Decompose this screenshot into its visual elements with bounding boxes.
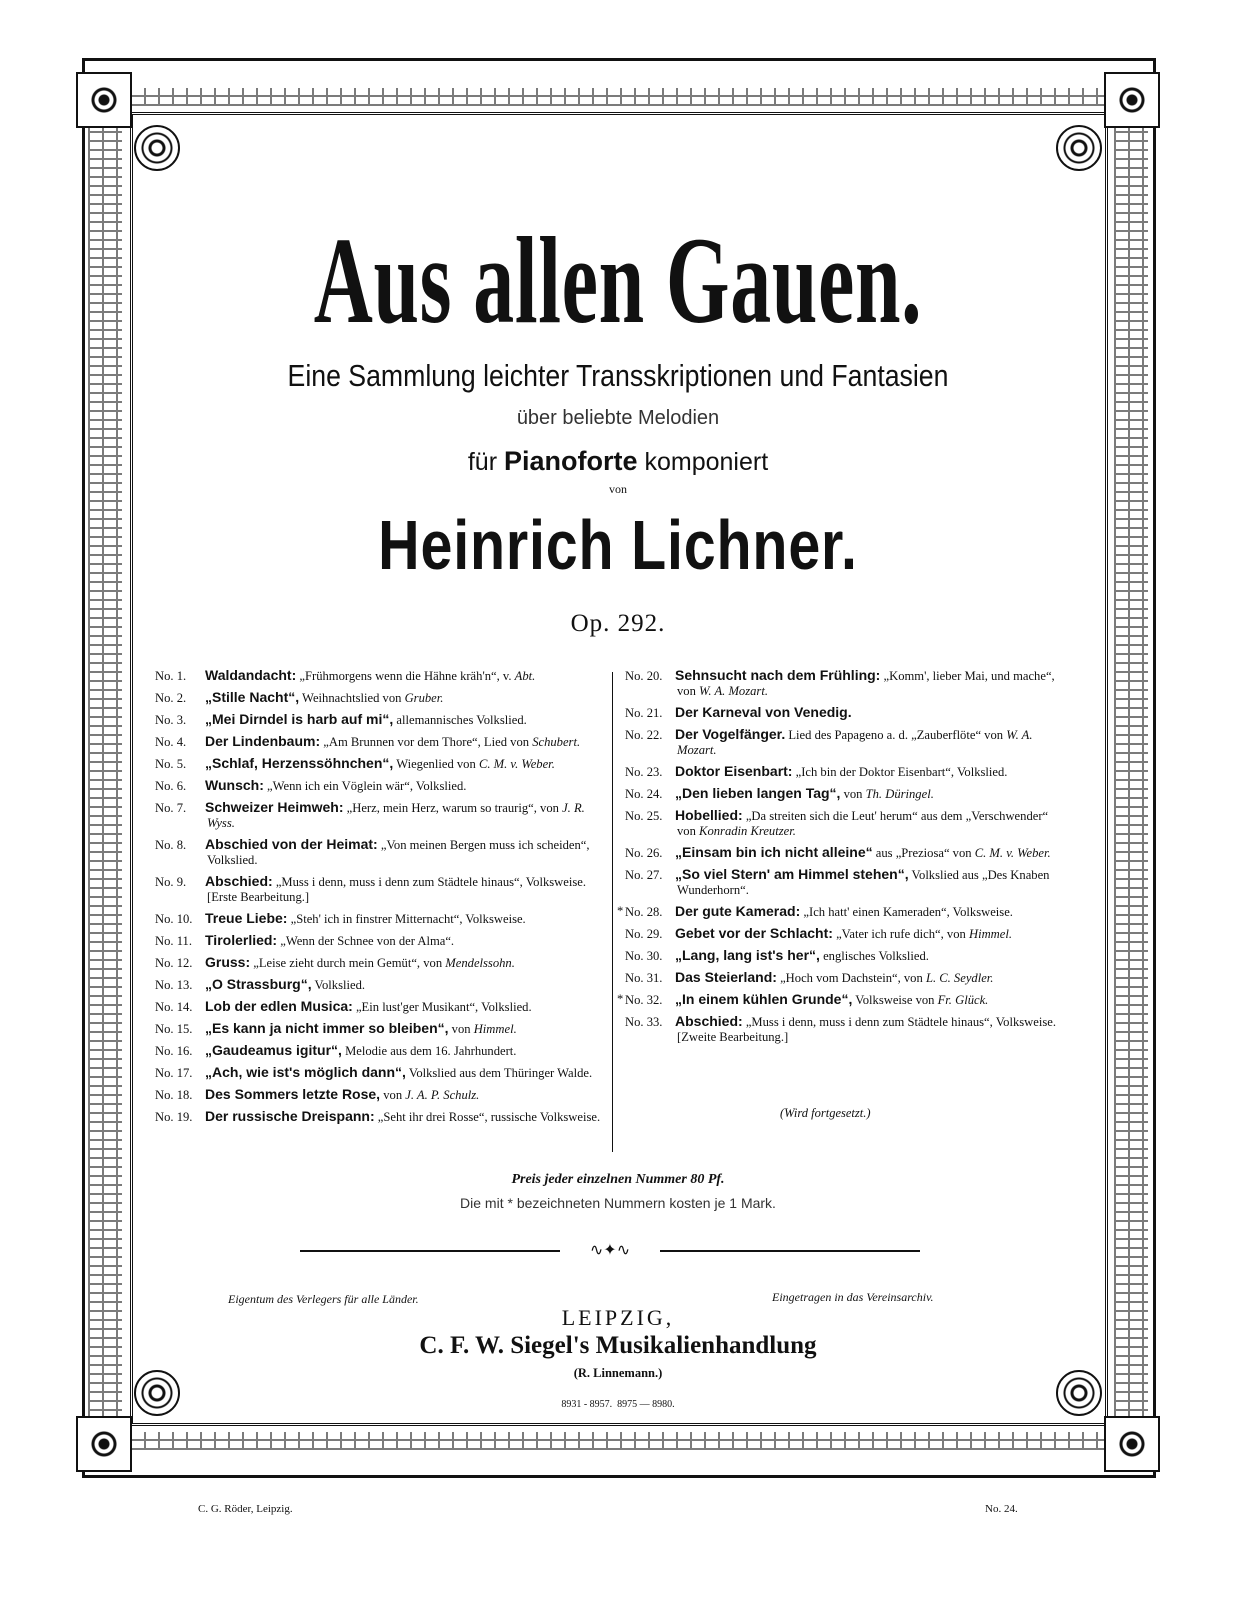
item-title: „Den lieben langen Tag“, — [675, 785, 841, 801]
item-text: allemannisches Volkslied. — [393, 713, 527, 727]
item-text: Melodie aus dem 16. Jahrhundert. — [341, 1044, 517, 1058]
list-item — [625, 845, 1065, 861]
item-number: No. 20. — [625, 669, 663, 683]
instrument-name: Pianoforte — [504, 446, 638, 476]
list-item — [625, 867, 1065, 898]
rosette-icon — [134, 125, 180, 171]
item-title: Wunsch: — [205, 777, 264, 793]
item-author: Fr. Glück. — [937, 993, 989, 1007]
list-item — [625, 808, 1065, 839]
list-item — [155, 955, 603, 971]
item-author: Konradin Kreutzer. — [699, 824, 796, 838]
contents-right-column — [617, 667, 1065, 1051]
item-number: No. 30. — [625, 949, 663, 963]
list-item — [155, 800, 603, 831]
item-title: „Gaudeamus igitur“, — [205, 1042, 342, 1058]
instrument-post: komponiert — [644, 448, 769, 476]
item-number: No. 22. — [625, 728, 663, 742]
von-label: von — [609, 482, 627, 496]
price-note: Die mit * bezeichneten Nummern kosten je 1 Mark. — [460, 1195, 776, 1211]
item-number: No. 19. — [155, 1110, 193, 1124]
item-number: No. 29. — [625, 927, 663, 941]
item-title: Abschied: — [205, 873, 273, 889]
item-title: Der Vogelfänger. — [675, 726, 786, 742]
item-text: Wiegenlied von — [393, 757, 479, 771]
list-item — [625, 926, 1065, 942]
item-text: „Komm', lieber Mai, und mache“, von — [677, 669, 1055, 698]
list-item — [155, 1043, 603, 1059]
item-title: Sehnsucht nach dem Frühling: — [675, 667, 881, 683]
list-item — [155, 874, 603, 905]
item-number: No. 8. — [155, 838, 187, 852]
list-item — [625, 668, 1065, 699]
item-text: von — [840, 787, 866, 801]
item-text: von — [448, 1022, 474, 1036]
page-number: No. 24. — [985, 1503, 1018, 1515]
list-item — [155, 837, 603, 868]
list-item — [155, 933, 603, 949]
item-number: No. 18. — [155, 1088, 193, 1102]
item-number: No. 31. — [625, 971, 663, 985]
item-title: Treue Liebe: — [205, 910, 288, 926]
item-title: „Mei Dirndel is harb auf mi“, — [205, 711, 394, 727]
corner-ornament-icon — [76, 1416, 132, 1472]
item-text: „Am Brunnen vor dem Thore“, Lied von — [320, 735, 533, 749]
list-item — [155, 1109, 603, 1125]
item-text: „Ich hatt' einen Kameraden“, Volksweise. — [800, 905, 1013, 919]
item-text: Lied des Papageno a. d. „Zauberflöte“ von — [785, 728, 1007, 742]
item-author: C. M. v. Weber. — [478, 757, 555, 771]
item-title: Das Steierland: — [675, 969, 777, 985]
item-title: „In einem kühlen Grunde“, — [675, 991, 853, 1007]
rosette-icon — [1056, 125, 1102, 171]
contents-left-column — [155, 668, 603, 1131]
item-number: No. 33. — [625, 1015, 663, 1029]
item-author: C. M. v. Weber. — [974, 846, 1051, 860]
item-title: Lob der edlen Musica: — [205, 998, 353, 1014]
item-number: No. 3. — [155, 713, 187, 727]
item-title: Doktor Eisenbart: — [675, 763, 793, 779]
item-title: Abschied von der Heimat: — [205, 836, 378, 852]
item-author: Himmel. — [473, 1022, 517, 1036]
list-item — [617, 991, 1065, 1008]
item-author: L. C. Seydler. — [925, 971, 994, 985]
list-item — [155, 999, 603, 1015]
corner-ornament-icon — [1104, 1416, 1160, 1472]
plate-numbers: 8931 - 8957. 8975 — 8980. — [561, 1399, 675, 1410]
item-number: No. 25. — [625, 809, 663, 823]
greek-key-band-top — [88, 88, 1150, 106]
item-title: „Es kann ja nicht immer so bleiben“, — [205, 1020, 449, 1036]
list-item — [625, 1014, 1065, 1045]
page-title: Aus allen Gauen. — [313, 212, 923, 349]
registration-note: Eingetragen in das Vereinsarchiv. — [772, 1290, 934, 1304]
item-number: No. 5. — [155, 757, 187, 771]
item-text: „Vater ich rufe dich“, von — [832, 927, 969, 941]
item-title: Der gute Kamerad: — [675, 903, 801, 919]
item-title: Hobellied: — [675, 807, 743, 823]
instrument-pre: für — [467, 448, 498, 476]
list-item — [155, 756, 603, 772]
item-text: „Ich bin der Doktor Eisenbart“, Volkslied. — [792, 765, 1008, 779]
item-number: No. 26. — [625, 846, 663, 860]
item-text: „Hoch vom Dachstein“, von — [776, 971, 926, 985]
item-text: „Da streiten sich die Leut' herum“ aus dem „Verschwender“ von — [677, 809, 1049, 838]
item-title: Abschied: — [675, 1013, 743, 1029]
list-item — [625, 764, 1065, 780]
price-line: Preis jeder einzelnen Nummer 80 Pf. — [511, 1172, 725, 1187]
item-text: „Herz, mein Herz, warum so traurig“, von — [343, 801, 563, 815]
list-item — [155, 778, 603, 794]
list-item — [155, 690, 603, 706]
item-number: No. 15. — [155, 1022, 193, 1036]
list-item — [155, 668, 603, 684]
item-number: No. 14. — [155, 1000, 193, 1014]
list-item — [155, 977, 603, 993]
item-number: No. 4. — [155, 735, 187, 749]
item-author: W. A. Mozart. — [677, 728, 1033, 757]
opus-number: Op. 292. — [570, 610, 666, 637]
item-title: Der russische Dreispann: — [205, 1108, 375, 1124]
star-marker: * — [617, 904, 624, 918]
list-item — [625, 727, 1065, 758]
subtitle: Eine Sammlung leichter Transskriptionen und Fantasien — [287, 358, 949, 393]
list-item — [155, 911, 603, 927]
item-title: Tirolerlied: — [205, 932, 278, 948]
item-number: No. 6. — [155, 779, 187, 793]
item-number: No. 7. — [155, 801, 187, 815]
publisher-name: C. F. W. Siegel's Musikalienhandlung — [419, 1332, 817, 1359]
column-divider — [612, 672, 613, 1152]
list-item — [155, 1065, 603, 1081]
divider-ornament-icon: ∿✦∿ — [589, 1242, 631, 1259]
item-text: „Seht ihr drei Rosse“, russische Volksweise. — [374, 1110, 601, 1124]
item-number: No. 28. — [625, 905, 663, 919]
item-number: No. 10. — [155, 912, 193, 926]
ownership-note: Eigentum des Verlegers für alle Länder. — [228, 1292, 419, 1306]
item-title: Gruss: — [205, 954, 251, 970]
list-item — [625, 705, 1065, 721]
city: LEIPZIG, — [561, 1305, 675, 1330]
item-text: „Frühmorgens wenn die Hähne kräh'n“, v. — [296, 669, 515, 683]
item-text: Volkslied aus „Des Knaben Wunderhorn“. — [677, 868, 1050, 897]
star-marker: * — [617, 992, 624, 1006]
item-author: J. A. P. Schulz. — [405, 1088, 480, 1102]
item-author: W. A. Mozart. — [699, 684, 768, 698]
item-author: Schubert. — [532, 735, 581, 749]
divider-left — [300, 1250, 560, 1252]
item-title: „Schlaf, Herzenssöhnchen“, — [205, 755, 394, 771]
item-text: englisches Volkslied. — [819, 949, 929, 963]
list-item — [625, 970, 1065, 986]
item-author: Mendelssohn. — [445, 956, 515, 970]
item-text: von — [380, 1088, 406, 1102]
item-title: „So viel Stern' am Himmel stehen“, — [675, 866, 909, 882]
publisher-sub: (R. Linnemann.) — [573, 1366, 663, 1380]
corner-ornament-icon — [1104, 72, 1160, 128]
item-title: Gebet vor der Schlacht: — [675, 925, 833, 941]
item-title: „Einsam bin ich nicht alleine“ — [675, 844, 873, 860]
item-number: No. 27. — [625, 868, 663, 882]
item-text: „Wenn ich ein Vöglein wär“, Volkslied. — [263, 779, 467, 793]
item-author: J. R. Wyss. — [207, 801, 585, 830]
list-item — [155, 712, 603, 728]
item-number: No. 12. — [155, 956, 193, 970]
instrument-line — [0, 446, 1236, 477]
subtitle-line-2: über beliebte Melodien — [516, 407, 720, 429]
item-title: „Stille Nacht“, — [205, 689, 300, 705]
item-number: No. 2. — [155, 691, 187, 705]
item-author: Th. Düringel. — [865, 787, 934, 801]
item-text: „Steh' ich in finstrer Mitternacht“, Volksweise. — [287, 912, 526, 926]
item-number: No. 32. — [625, 993, 663, 1007]
item-author: Gruber. — [404, 691, 444, 705]
item-number: No. 24. — [625, 787, 663, 801]
item-number: No. 1. — [155, 669, 187, 683]
list-item — [155, 1021, 603, 1037]
item-title: „Lang, lang ist's her“, — [675, 947, 820, 963]
item-title: „O Strassburg“, — [205, 976, 312, 992]
corner-ornament-icon — [76, 72, 132, 128]
greek-key-band-bottom — [88, 1432, 1150, 1450]
item-title: Schweizer Heimweh: — [205, 799, 344, 815]
item-text: Weihnachtslied von — [299, 691, 405, 705]
continued-note: (Wird fortgesetzt.) — [780, 1106, 871, 1120]
item-text: Volksweise von — [852, 993, 938, 1007]
item-number: No. 21. — [625, 706, 663, 720]
item-text: „Von meinen Bergen muss ich scheiden“, Volkslied. — [207, 838, 590, 867]
item-title: Des Sommers letzte Rose, — [205, 1086, 381, 1102]
list-item — [155, 1087, 603, 1103]
list-item — [617, 903, 1065, 920]
item-title: Der Karneval von Venedig. — [675, 704, 852, 720]
item-text: „Ein lust'ger Musikant“, Volkslied. — [352, 1000, 532, 1014]
list-item — [155, 734, 603, 750]
item-text: Volkslied aus dem Thüringer Walde. — [405, 1066, 593, 1080]
item-number: No. 11. — [155, 934, 192, 948]
list-item — [625, 948, 1065, 964]
item-number: No. 17. — [155, 1066, 193, 1080]
item-number: No. 23. — [625, 765, 663, 779]
item-title: Der Lindenbaum: — [205, 733, 321, 749]
item-number: No. 16. — [155, 1044, 193, 1058]
item-text: „Wenn der Schnee von der Alma“. — [277, 934, 455, 948]
item-title: Waldandacht: — [205, 667, 297, 683]
list-item — [625, 786, 1065, 802]
item-text: Volkslied. — [311, 978, 366, 992]
item-number: No. 9. — [155, 875, 187, 889]
item-text: „Muss i denn, muss i denn zum Städtele hinaus“, Volksweise. [Zweite Bearbeitung.] — [677, 1015, 1056, 1044]
item-number: No. 13. — [155, 978, 193, 992]
item-text: „Leise zieht durch mein Gemüt“, von — [250, 956, 446, 970]
composer-name: Heinrich Lichner. — [378, 506, 858, 584]
item-author: Abt. — [514, 669, 536, 683]
item-author: Himmel. — [968, 927, 1012, 941]
item-text: aus „Preziosa“ von — [872, 846, 975, 860]
divider-right — [660, 1250, 920, 1252]
item-title: „Ach, wie ist's möglich dann“, — [205, 1064, 406, 1080]
printer-credit: C. G. Röder, Leipzig. — [198, 1503, 293, 1515]
item-text: „Muss i denn, muss i denn zum Städtele hinaus“, Volksweise. [Erste Bearbeitung.] — [207, 875, 586, 904]
